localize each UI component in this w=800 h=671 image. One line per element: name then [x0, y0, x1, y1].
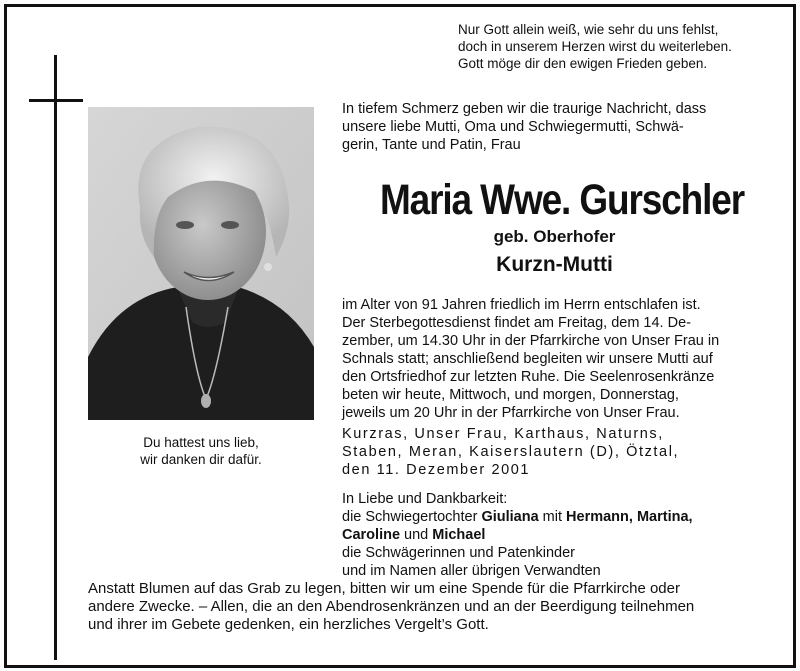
- verse-line: doch in unserem Herzen wirst du weiterleben.: [458, 39, 732, 54]
- closing-line: und ihrer im Gebete gedenken, ein herzliches Vergelt’s Gott.: [88, 616, 489, 633]
- details-line: zember, um 14.30 Uhr in der Pfarrkirche von Unser Frau in: [342, 333, 720, 349]
- intro-line: unsere liebe Mutti, Oma und Schwiegermutti, Schwä-: [342, 119, 684, 135]
- portrait-photo: [88, 107, 314, 420]
- verse-line: Nur Gott allein weiß, wie sehr du uns fehlst,: [458, 22, 719, 37]
- cross-icon: [54, 55, 57, 660]
- mourner-name: Caroline: [342, 527, 401, 543]
- mourners-line: [342, 526, 693, 544]
- mourner-names: Hermann, Martina,: [566, 509, 693, 525]
- details-line: jeweils um 20 Uhr in der Pfarrkirche von Unser Frau.: [342, 405, 680, 421]
- text: und: [400, 527, 433, 543]
- mourners-line: und im Namen aller übrigen Verwandten: [342, 563, 601, 579]
- places-line: Kurzras, Unser Frau, Karthaus, Naturns,: [342, 426, 664, 442]
- closing-line: Anstatt Blumen auf das Grab zu legen, bitten wir um eine Spende für die Pfarrkirche oder: [88, 580, 680, 597]
- caption-line: wir danken dir dafür.: [140, 452, 262, 467]
- details-line: den Ortsfriedhof zur letzten Ruhe. Die Seelenrosenkränze: [342, 369, 715, 385]
- places-line: Staben, Meran, Kaiserslautern (D), Ötztal,: [342, 444, 680, 460]
- deceased-name: Maria Wwe. Gurschler: [379, 176, 744, 224]
- text: die Schwiegertochter: [342, 509, 482, 525]
- mourners-heading: In Liebe und Dankbarkeit:: [342, 491, 508, 507]
- intro-paragraph: [342, 100, 767, 154]
- details-line: beten wir heute, Mittwoch, und morgen, Donnerstag,: [342, 387, 679, 403]
- details-line: im Alter von 91 Jahren friedlich im Herrn entschlafen ist.: [342, 297, 701, 313]
- mourners-list: [342, 490, 693, 580]
- date-line: den 11. Dezember 2001: [342, 462, 531, 478]
- details-line: Schnals statt; anschließend begleiten wir unsere Mutti auf: [342, 351, 713, 367]
- details-line: Der Sterbegottesdienst findet am Freitag, dem 14. De-: [342, 315, 691, 331]
- mourners-line: [342, 508, 693, 526]
- photo-caption: [88, 434, 314, 468]
- nickname: Kurzn-Mutti: [496, 253, 613, 276]
- cross-icon-bar: [29, 99, 83, 102]
- intro-line: In tiefem Schmerz geben wir die traurige Nachricht, dass: [342, 101, 707, 117]
- text: mit: [538, 509, 567, 525]
- caption-line: Du hattest uns lieb,: [143, 435, 259, 450]
- birth-name: geb. Oberhofer: [493, 227, 616, 246]
- intro-line: gerin, Tante und Patin, Frau: [342, 137, 521, 153]
- mourners-line: die Schwägerinnen und Patenkinder: [342, 545, 575, 561]
- memorial-verse: [458, 21, 732, 72]
- closing-note: [88, 580, 694, 634]
- places-and-date: [342, 425, 679, 479]
- closing-line: andere Zwecke. – Allen, die an den Abendrosenkränzen und an der Beerdigung teilnehmen: [88, 598, 695, 615]
- mourner-name: Giuliana: [481, 509, 539, 525]
- verse-line: Gott möge dir den ewigen Frieden geben.: [458, 56, 708, 71]
- funeral-details: [342, 296, 719, 422]
- mourner-name: Michael: [432, 527, 486, 543]
